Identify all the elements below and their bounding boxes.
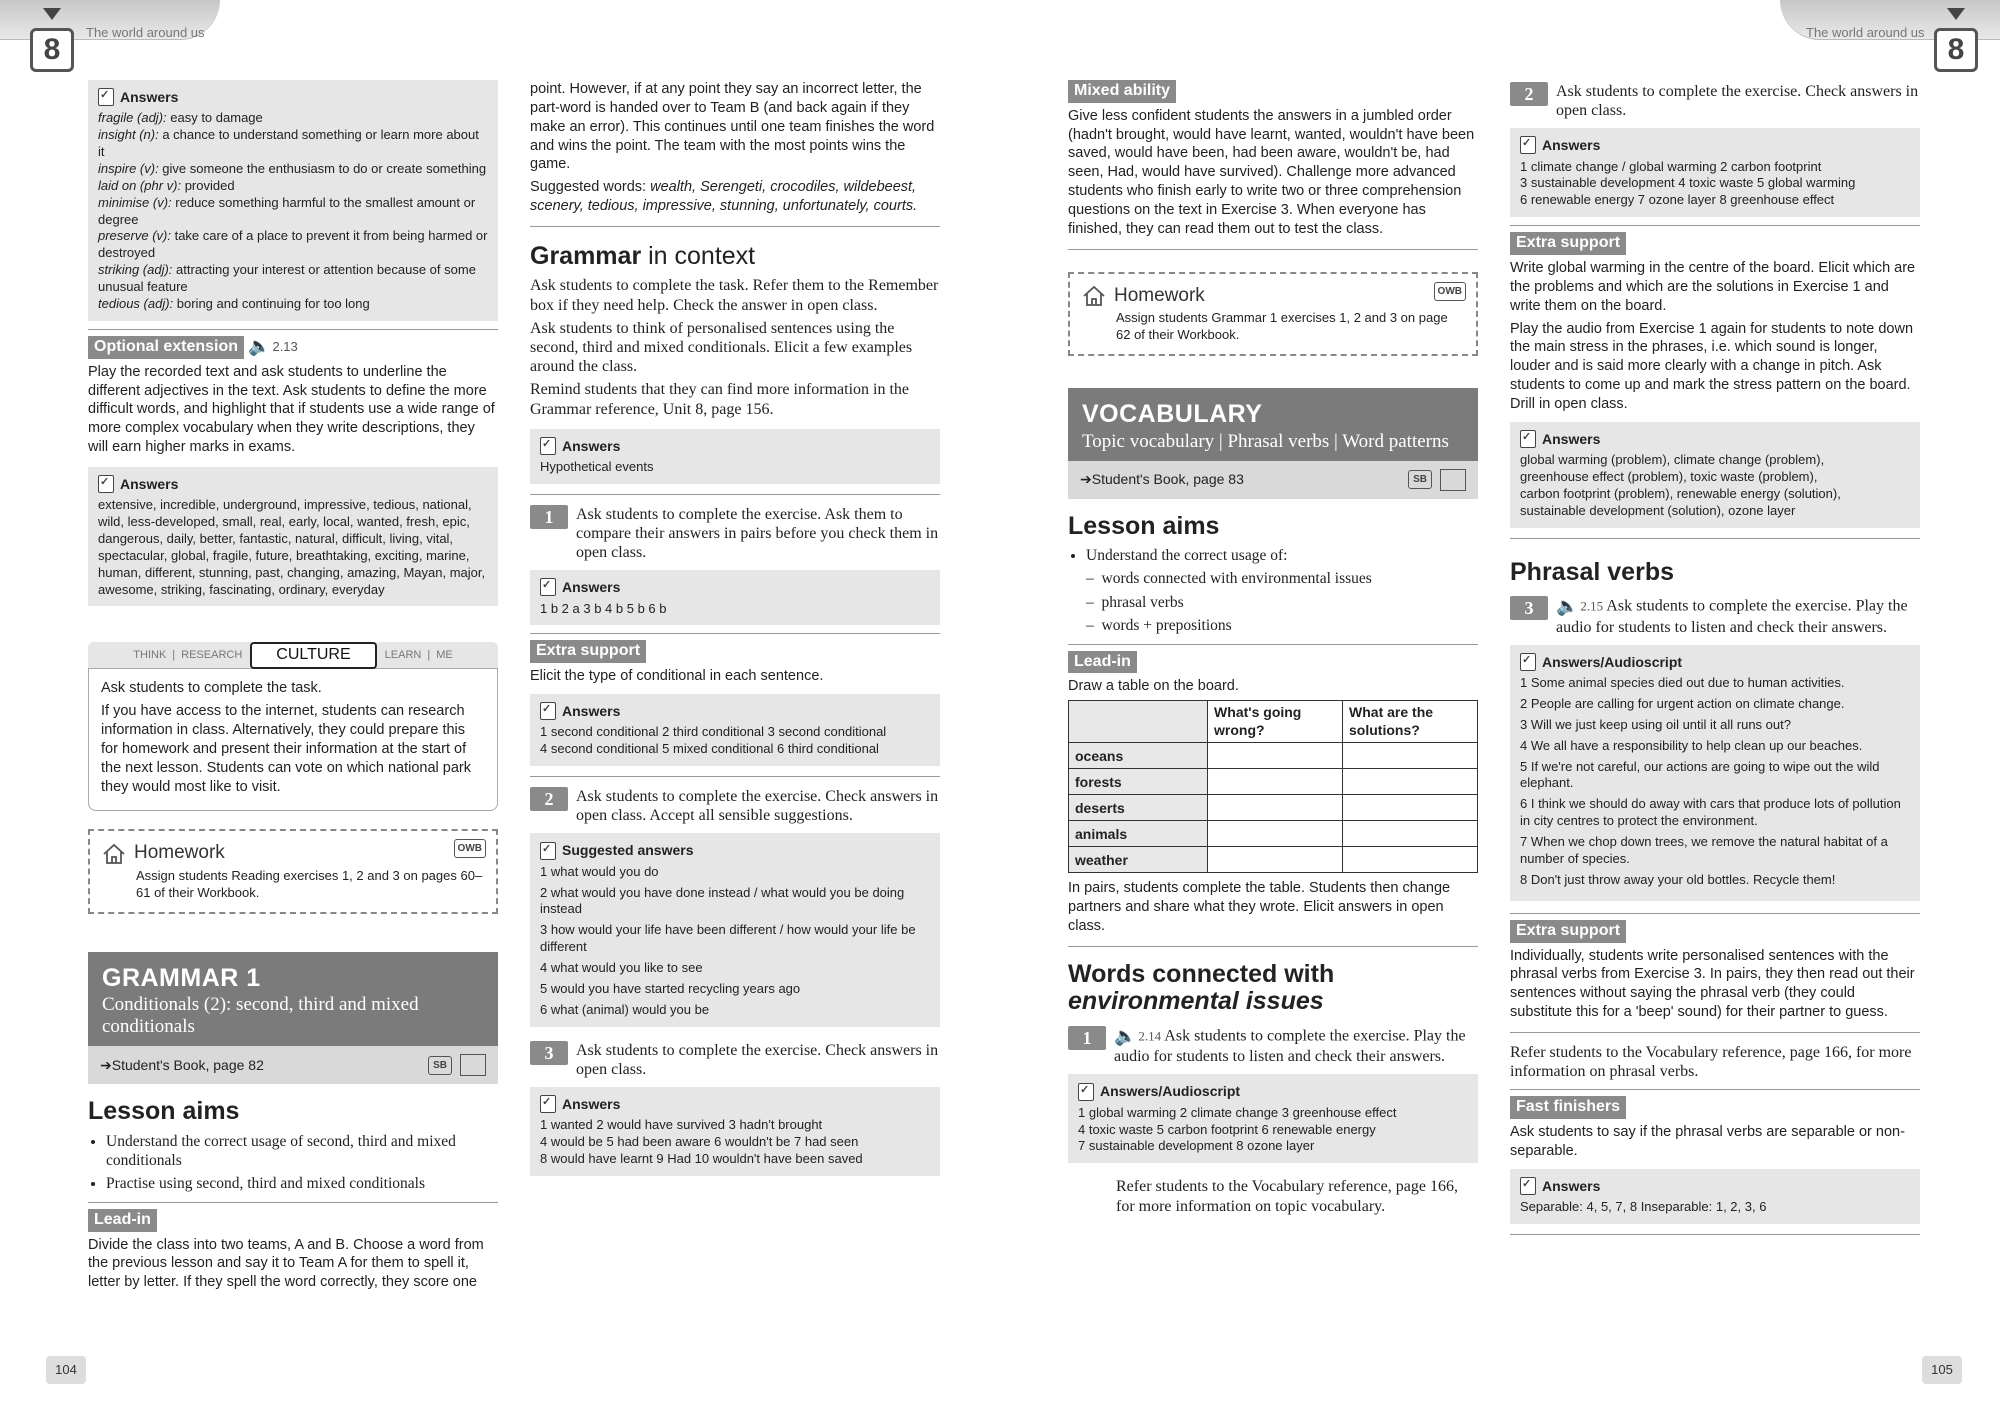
page-number-right: 105 [1922,1356,1962,1384]
exercise-1: 1 Ask students to complete the exercise. Ask them to compare their answers in pairs before you check them in open class. [530,505,940,563]
answers-icon [1520,1177,1536,1195]
unit-number-right: 8 [1934,28,1978,72]
mixed-ability-text: Give less confident students the answers in a jumbled order (hadn't brought, would have learnt, wanted, wouldn't have been saved, would have been, had been aware, wouldn't be, had seen, Had, would have survived). Challenge more advanced students who finish early to write two or three comprehension questions on the text in Exercise 3. When everyone has finished, they can read them out to test the class. [1068,107,1475,237]
vocab-item: striking (adj): attracting your interest or attention because of some unusual feature [98,262,476,295]
vocab-item: fragile (adj): easy to damage [98,110,263,126]
workbook-icon: OWB [1434,282,1466,301]
extra-support-section [530,633,940,667]
fast-finishers-text: Ask students to say if the phrasal verbs are separable or non-separable. [1510,1124,1905,1159]
homework-text: Assign students Reading exercises 1, 2 and 3 on pages 60–61 of their Workbook. [136,868,483,901]
aim-item: • Understand the correct usage of: [1086,546,1478,565]
running-title-left: The world around us [86,25,205,40]
optional-extension-section [88,329,498,363]
phrasal-verbs-title: Phrasal verbs [1510,557,1674,586]
table-header: What's going wrong? What are the solutions? [1069,701,1478,743]
students-book-ref: ➔Student's Book, page 83 SB [1068,461,1478,499]
exercise-2: 2 Ask students to complete the exercise. Check answers in open class. [1510,82,1920,120]
house-icon [102,843,126,865]
aims-sub-list: – words connected with environmental issues – phrasal verbs – words + prepositions [1086,570,1372,635]
answers-icon [540,437,556,455]
audioscript-line: 8 Don't just throw away your old bottles. Recycle them! [1520,871,1836,887]
grammar-in-context-title: Grammar in context [530,241,756,270]
answers-box: ✓ Answers 1 climate change / global warming 2 carbon footprint 3 sustainable development 4 toxic waste 5 global warming 6 renewable energy 7 ozone layer 8 greenhouse effect [1510,128,1920,217]
after-table-text: In pairs, students complete the table. Students then change partners and share what they wrote. Elicit answers in open class. [1068,880,1451,934]
banner-subtitle: Topic vocabulary | Phrasal verbs | Word patterns [1082,430,1449,452]
section-label: Lead-in [1068,651,1137,674]
section-label: Extra support [1510,232,1626,255]
students-book-ref: ➔Student's Book, page 82 SB [88,1046,498,1084]
workbook-icon: OWB [454,839,486,858]
section-label: Extra support [1510,920,1626,943]
box-title: ✓ Answers [98,475,488,493]
skills-tabs: THINK | RESEARCH CULTURE LEARN | ME [88,642,498,668]
vocab-item: inspire (v): give someone the enthusiasm to do or create something [98,160,487,176]
culture-p1: Ask students to complete the task. [101,680,322,697]
homework-box [88,829,498,913]
running-title-right: The world around us [1806,25,1925,40]
board-table [1068,700,1478,873]
gic-p3: Remind students that they can find more information in the Grammar reference, Unit 8, page 156. [530,381,910,418]
answers-box: ✓ Answers/Audioscript 1 global warming 2 climate change 3 greenhouse effect 4 toxic waste 5 carbon footprint 6 renewable energy 7 sustainable development 8 ozone layer [1068,1074,1478,1163]
audioscript-line: 2 People are calling for urgent action on climate change. [1520,695,1845,711]
audioscript-line: 3 Will we just keep using oil until it all runs out? [1520,716,1791,732]
answers-box: ✓ Answers 1 wanted 2 would have survived 3 hadn't brought 4 would be 5 had been aware 6 wouldn't be 7 had seen 8 would have learnt 9 Had 10 wouldn't have been saved [530,1087,940,1176]
culture-box [88,668,498,811]
lesson-aims-title: Lesson aims [88,1097,240,1126]
words-connected-title: Words connected with environmental issues [1068,959,1335,1016]
audioscript-line: 7 When we chop down trees, we remove the natural habitat of a number of species. [1520,834,1888,867]
section-label: Mixed ability [1068,80,1176,103]
audioscript-line: 5 If we're not careful, our actions are going to wipe out the wild elephant. [1520,758,1880,791]
exercise-1: 1 🔈 2.14 Ask students to complete the exercise. Play the audio for students to listen and check their answers. [1068,1026,1478,1067]
exercise-3: 3 🔈 2.15 Ask students to complete the exercise. Play the audio for students to listen and check their answers. [1510,596,1920,637]
exercise-3: 3 Ask students to complete the exercise. Check answers in open class. [530,1041,940,1079]
vocab-answers-box [88,80,498,321]
answers-icon [1520,430,1536,448]
extra-support-p1: Write global warming in the centre of the board. Elicit which are the problems and which are the solutions in Exercise 1 and write them on the board. [1510,260,1916,314]
vocab-item: insight (n): a chance to understand something or learn more about it [98,127,479,159]
continued-text: point. However, if at any point they say an incorrect letter, the part-word is handed over to Team B (and back again if they make an error). This continues until one team finishes the word and wins the point. The team with the most points wins the game. [530,81,935,173]
gic-p2: Ask students to think of personalised sentences using the second, third and mixed conditionals. Elicit a few examples around the class. [530,319,913,376]
banner-subtitle: Conditionals (2): second, third and mixed conditionals [102,994,419,1038]
answers-box: ✓ Answers Separable: 4, 5, 7, 8 Inseparable: 1, 2, 3, 6 [1510,1169,1920,1224]
sb-icon: SB [428,1056,452,1075]
answers-box: ✓ Answers 1 second conditional 2 third conditional 3 second conditional 4 second conditional 5 mixed conditional 6 third conditional [530,694,940,766]
suggested-answers-box: ✓ Suggested answers 1 what would you do 2 what would you have done instead / what would you be doing instead 3 how would your life have been different / how would your life be different 4 what would you like to see 5 would you have started recycling years ago 6 what (animal) would you be [530,833,940,1026]
answers-icon [1520,136,1536,154]
sb-icon: SB [1408,470,1432,489]
table-row: deserts [1069,795,1478,821]
banner-title: GRAMMAR 1 [102,963,261,992]
tab-learn[interactable]: LEARN [384,649,422,662]
section-label: Lead-in [88,1209,157,1232]
banner-title: VOCABULARY [1082,400,1263,429]
audio-icon[interactable]: 🔈 [1556,596,1579,617]
vocab-item: laid on (phr v): provided [98,177,235,193]
lead-in-section [88,1202,498,1236]
homework-title: Homework [102,841,484,866]
refer-text: Refer students to the Vocabulary reference, page 166, for more information on phrasal verbs. [1510,1043,1912,1081]
audio-track: 2.13 [272,338,298,354]
answers-text: extensive, incredible, underground, impressive, tedious, national, wild, less-developed, small, real, early, local, wanted, fresh, epic, dangerous, daily, better, fantastic, natural, difficult, living, vital, spectacular, global, fragile, future, breathtaking, exciting, marine, human, different, stunning, past, changing, amazing, Mayan, major, awesome, striking, fascinating, ordinary, everyday [98,497,486,597]
table-row: animals [1069,821,1478,847]
tab-research[interactable]: RESEARCH [181,649,243,662]
tab-think[interactable]: THINK [133,649,167,662]
adjectives-answers-box [88,467,498,607]
aim-item: • Understand the correct usage of second, third and mixed conditionals [106,1132,498,1171]
tab-me[interactable]: ME [436,649,453,662]
box-title: ✓ Answers [98,88,488,106]
arrow-icon: ➔ [1080,471,1092,488]
table-row: oceans [1069,743,1478,769]
lesson-aims-list [88,1132,498,1194]
culture-p2: If you have access to the internet, students can research information in class. Alternatively, they could prepare this for homework and present their information at the start of the next lesson. Students can vote on which national park they would most like to visit. [101,703,471,795]
vocabulary-banner [1068,388,1478,460]
audioscript-line: 6 I think we should do away with cars that produce lots of pollution in city centres to protect the environment. [1520,796,1901,829]
grammar-banner [88,952,498,1046]
unit-number-left: 8 [30,28,74,72]
whiteboard-icon [1440,469,1466,491]
lead-in-text: Divide the class into two teams, A and B. Choose a word from the previous lesson and say it to Team A for them to spell it, letter by letter. If they spell the word correctly, they score one [88,1236,484,1291]
audio-icon[interactable]: 🔈 [248,336,271,357]
unit-marker-icon [1947,8,1965,20]
answers-box: ✓ Answers Hypothetical events [530,429,940,484]
whiteboard-icon [460,1054,486,1076]
extra-support-section [1510,913,1920,947]
lead-in-text: Draw a table on the board. [1068,678,1239,695]
answers-audioscript-box: ✓ Answers/Audioscript 1 Some animal species died out due to human activities. 2 People are calling for urgent action on climate change. 3 Will we just keep using oil until it all runs out? 4 We all have a responsibility to help clean up our beaches. 5 If we're not careful, our actions are going to wipe out the wild elephant. 6 I think we should do away with cars that produce lots of pollution in city centres to protect the environment. 7 When we chop down trees, we remove the natural habitat of a number of species. 8 Don't just throw away your old bottles. Recycle them! [1510,645,1920,901]
homework-text: Assign students Grammar 1 exercises 1, 2 and 3 on page 62 of their Workbook. [1116,310,1448,343]
section-label: Optional extension [88,336,244,359]
section-label: Extra support [530,640,646,663]
answers-icon [540,578,556,596]
house-icon [1082,285,1106,307]
table-row: weather [1069,847,1478,873]
lead-in-section [1068,644,1478,678]
column-2 [530,80,940,1184]
answers-icon [540,702,556,720]
suggested-words: Suggested words: wealth, Serengeti, crocodiles, wildebeest, scenery, tedious, impressive, stunning, unfortunately, courts. [530,179,918,215]
answers-icon [98,475,114,493]
aim-item: • Practise using second, third and mixed conditionals [106,1174,498,1193]
answers-box: ✓ Answers 1 b 2 a 3 b 4 b 5 b 6 b [530,570,940,625]
unit-marker-icon [43,8,61,20]
extra-support-text: Elicit the type of conditional in each sentence. [530,668,824,685]
lesson-aims-title: Lesson aims [1068,511,1220,540]
answers-icon [98,88,114,106]
extra-support-p2: Play the audio from Exercise 1 again for students to note down the main stress in the phrases, i.e. which sound is longer, louder and is said more clearly with a change in pitch. Ask students to come up and mark the stress pattern on the board. Drill in open class. [1510,320,1914,412]
opt-ext-text: Play the recorded text and ask students to underline the different adjectives in the text. Ask students to define the more difficult words, and highlight that if students use a wide range of more complex vocabulary when they write descriptions, they will earn higher marks in exams. [88,363,495,456]
audioscript-line: 1 Some animal species died out due to human activities. [1520,675,1845,690]
extra-support-text: Individually, students write personalised sentences with the phrasal verbs from Exercise 3. In pairs, they then read out their sentences without saying the phrasal verb (they could substitute this for a 'beep' sound) for their partner to guess. [1510,947,1915,1021]
homework-title: Homework [1082,284,1464,309]
vocab-item: tedious (adj): boring and continuing for too long [98,295,370,311]
gic-p1: Ask students to complete the task. Refer them to the Remember box if they need help. Check the answer in open class. [530,277,939,314]
page-number-left: 104 [46,1356,86,1384]
column-4 [1510,80,1920,1245]
answers-icon [540,842,556,860]
audioscript-line: 4 We all have a responsibility to help clean up our beaches. [1520,737,1863,753]
answers-icon [540,1095,556,1113]
answers-icon [1520,653,1536,671]
column-1 [88,80,498,1296]
refer-text: Refer students to the Vocabulary reference, page 166, for more information on topic vocabulary. [1116,1178,1458,1215]
homework-box [1068,272,1478,356]
arrow-icon: ➔ [100,1057,112,1074]
section-label: Fast finishers [1510,1096,1626,1119]
column-3 [1068,80,1478,1216]
audio-icon[interactable]: 🔈 [1114,1025,1137,1046]
answers-box: ✓ Answers global warming (problem), climate change (problem), greenhouse effect (problem), toxic waste (problem), carbon footprint (problem), renewable energy (solution), sustainable development (solution), ozone layer [1510,422,1920,528]
answers-icon [1078,1083,1094,1101]
vocab-list [98,110,488,313]
tab-culture[interactable]: CULTURE [250,642,376,669]
lesson-aims-list [1068,546,1478,565]
mixed-ability-section [1068,80,1478,107]
vocab-item: preserve (v): take care of a place to prevent it from being harmed or destroyed [98,228,488,261]
fast-finishers-section [1510,1089,1920,1123]
vocab-item: minimise (v): reduce something harmful to the smallest amount or degree [98,194,476,227]
exercise-2: 2 Ask students to complete the exercise. Check answers in open class. Accept all sensible suggestions. [530,787,940,825]
extra-support-section [1510,225,1920,259]
table-row: forests [1069,769,1478,795]
